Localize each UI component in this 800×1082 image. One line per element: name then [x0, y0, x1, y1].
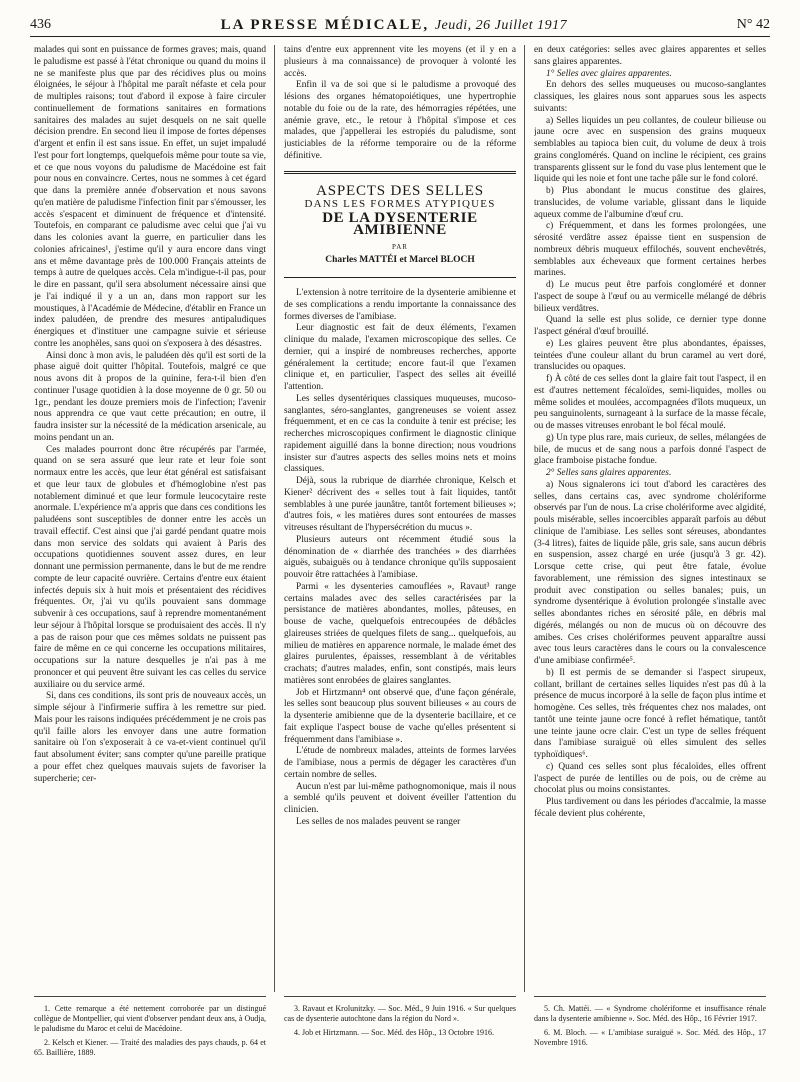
article-title-block — [284, 171, 516, 279]
paragraph: b) Il est permis de se demander si l'aspect sirupeux, collant, brillant de certaines selles liquides n'est pas dû à la présence de mucus incorporé à la selle de façon plus intime et homogène. Ces selles, très fréquentes chez nos malades, ont tantôt une teinte jaune ocre foncé à reflet hématique, tantôt une teinte jaune ocre clair. C'est un type de selles fréquent dans l'amibiase suraiguë où elles simulent des selles typhoïdiques⁶. — [534, 667, 766, 760]
paragraph: Quand la selle est plus solide, ce dernier type donne l'aspect général d'œuf brouillé. — [534, 315, 766, 337]
article-title-line-1: ASPECTS DES SELLES — [316, 182, 484, 199]
column-divider — [524, 45, 525, 992]
paragraph: c) Fréquemment, et dans les formes prolongées, une sérosité verdâtre assez épaisse tient en suspension de nombreux débris muqueux effilochés, souvent enchevêtrés, semblables aux écheveaux que forment certaines herbes marines. — [534, 221, 766, 279]
paragraph: b) Plus abondant le mucus constitue des glaires, translucides, de volume variable, glissant dans le liquide aqueux comme de l'albumine d'œuf cru. — [534, 186, 766, 220]
paragraph: en deux catégories: selles avec glaires apparentes et selles sans glaires apparentes. — [534, 45, 766, 67]
paragraph: Les selles de nos malades peuvent se ranger — [296, 816, 461, 827]
paragraph: Parmi « les dysenteries camouflées », Ravaut³ range certains malades avec des selles caractérisées par la persistance de matières abondantes, molles, pâteuses, en bouse de vache, quelquefois entrecoupées de débâcles glaireuses striées de quelques filets de sang... quelquefois, au milieu de matières en apparence normale, le malade émet des glaires purulentes, épaisses, ressemblant à de véritables crachats; d'autres malades, enfin, sont constipés, mais leurs matières sont enrobées de glaires sanglantes. — [284, 581, 516, 686]
footnote-rule — [284, 996, 516, 997]
footnote-rule — [34, 996, 266, 997]
paragraph: Si, dans ces conditions, ils sont pris de nouveaux accès, un simple séjour à l'infirmerie suffira à les remettre sur pied. Mais pour les raisons indiquées précédemment je ne crois pas qu'il faille alors les envoyer dans une autre formation sanitaire où l'on s'exposerait à ce va-et-vient continuel qu'il faut absolument éviter; sans compter qu'une pareille pratique a pour effet chez quelques mauvais sujets de favoriser la supercherie; cer- — [34, 691, 266, 784]
paragraph: Plusieurs auteurs ont récemment étudié sous la dénomination de « diarrhée des tranchées » des diarrhées aiguës, subaiguës ou à tendance chronique qu'ils supposaient pouvoir être rattachées à l'amibiase. — [284, 534, 516, 580]
paragraph: e) Les glaires peuvent être plus abondantes, épaisses, teintées d'une couleur allant du brun caramel au vert doré, translucides ou opaques. — [534, 338, 766, 373]
paragraph: Plus tardivement ou dans les périodes d'accalmie, la masse fécale devient plus cohérente, — [534, 797, 766, 819]
paragraph: Aucun n'est par lui-même pathognomonique, mais il nous a semblé qu'ils peuvent et doivent éveiller l'attention du clinicien. — [284, 781, 516, 815]
issue-date: Jeudi, 26 Juillet 1917 — [434, 17, 568, 33]
paragraph: Job et Hirtzmann⁴ ont observé que, d'une façon générale, les selles sont beaucoup plus souvent bilieuses « au cours de la dysenterie amibienne que de la dysenterie bacillaire, et ce fait explique l'aspect bouse de vache qu'elles présentent si fréquemment dans l'amibiase ». — [284, 687, 516, 745]
column-3 — [534, 45, 766, 992]
paragraph: Les selles dysentériques classiques muqueuses, mucoso-sanglantes, séro-sanglantes, gangreneuses se voient assez fréquemment, et en ce cas la conduite à tenir est précise; les recherches microscopiques confirment le diagnostic clinique rapidement aiguillé dans la bonne direction; nous voudrions insister sur d'autres aspects des selles moins nets et moins classiques. — [284, 393, 516, 475]
paragraph: d) Le mucus peut être parfois congloméré et donner l'aspect de soupe à l'œuf ou au vermicelle mélangé de débris bilieux verdâtres. — [534, 280, 766, 314]
footnote: 6. M. Bloch. — « L'amibiase suraiguë ». Soc. Méd. des Hôp., 17 Novembre 1916. — [534, 1028, 766, 1047]
column-divider — [274, 45, 275, 992]
footnotes-column-2 — [284, 1004, 516, 1042]
running-title — [221, 17, 568, 34]
paragraph: Enfin il va de soi que si le paludisme a provoqué des lésions des organes hématopoiétiques, une hypertrophie notable du foie ou de la rate, des hémorragies répétées, une anémie grave, etc., le retour à l'hôpital s'impose et ces malades, que j'appellerai les estropiés du paludisme, sont justiciables de la réforme temporaire ou de la réforme définitive. — [284, 80, 516, 161]
page-number: 436 — [30, 17, 51, 32]
page-header — [30, 14, 770, 37]
paragraph: malades qui sont en puissance de formes graves; mais, quand le paludisme est passé à l'état chronique ou quand du moins il ne se manifeste plus que par des récidives plus ou moins éloignées, le séjour à l'hôpital me paraît néfaste et cela pour de multiples raisons; tout d'abord il expose à faire circuler continuellement de formations sanitaires en formations sanitaires des malades au sujet desquels on ne sait quelle décision prendre. En second lieu il impose de fortes dépenses d'argent et enfin il est sans issue. En effet, un sujet impaludé l'est pour fort longtemps, quelquefois même pour toute sa vie, et ce que nous voyons du paludisme de Macédoine est fait pour nous en convaincre. Certes, nous ne sommes à cet égard que dans la première année d'observation et nous savons qu'en matière de paludisme l'infection finit par s'émousser, les accès s'espacent et diminuent de fréquence et d'intensité. Toutefois, en comparant ce paludisme avec celui que j'ai vu dans les colonies avant la guerre, en particulier dans les colonies africaines¹, j'estime qu'il y aura encore dans vingt ans et même davantage près de 100.000 Français atteints de temps à autre de quelques accès. Cela m'indigue-t-il pas, pour le dire en passant, qu'il sera absolument nécessaire ainsi que je l'ai indiqué il y a un an, dans mon rapport sur les moustiques, à l'Académie de Médecine, d'établir en France un index paludéen, de prendre des mesures antipaludiques énergiques et d'instituer une campagne suivie et sérieuse contre les anophèles, sans quoi on s'exposera à des désastres. — [34, 45, 266, 349]
footnote: 3. Ravaut et Krolunitzky. — Soc. Méd., 9 Juin 1916. « Sur quelques cas de dysenterie autochtone dans la région du Nord ». — [284, 1004, 516, 1023]
issue-number: N° 42 — [736, 17, 770, 32]
journal-name: LA PRESSE MÉDICALE, — [220, 16, 430, 33]
footnote: 1. Cette remarque a été nettement corroborée par un distingué collègue de Montpellier, qui vient d'observer pendant deux ans, à Oudja, le paludisme du Maroc et celui de Macédoine. — [34, 1004, 266, 1033]
footnote: 5. Ch. Mattéi. — « Syndrome cholériforme et insuffisance rénale dans la dysenterie amibienne ». Soc. Méd. des Hôp., 16 Février 1917. — [534, 1004, 766, 1023]
paragraph: c) Quand ces selles sont plus fécaloïdes, elles offrent l'aspect de purée de lentilles ou de pois, ou de crème au chocolat plus ou moins consistantes. — [534, 761, 766, 796]
paragraph: tains d'entre eux apprennent vite les moyens (et il y en a plusieurs à ma connaissance) de provoquer à volonté les accès. — [284, 45, 516, 79]
paragraph: En dehors des selles muqueuses ou mucoso-sanglantes classiques, les glaires nous sont apparues sous les aspects suivants: — [534, 80, 766, 114]
footnote-rule — [534, 996, 766, 997]
footnote: 4. Job et Hirtzmann. — Soc. Méd. des Hôp., 13 Octobre 1916. — [294, 1028, 494, 1037]
paragraph: L'étude de nombreux malades, atteints de formes larvées de l'amibiase, nous a permis de dégager les caractères d'un certain nombre de selles. — [284, 746, 516, 780]
footnotes-column-3 — [534, 1004, 766, 1052]
footnotes-column-1 — [34, 1004, 266, 1062]
column-2 — [284, 45, 516, 992]
footnote: 2. Kelsch et Kiener. — Traité des maladies des pays chauds, p. 64 et 65. Baillière, 1889. — [34, 1038, 266, 1057]
paragraph: Déjà, sous la rubrique de diarrhée chronique, Kelsch et Kiener² décrivent des « selles tout à fait liquides, tantôt semblables à une purée jaunâtre, tantôt fortement bilieuses »; d'autres fois, « les matières dures sont entourées de masses vitreuses résultant de l'hypersécrétion du mucus ». — [284, 476, 516, 533]
column-1 — [34, 45, 266, 992]
paragraph: f) À côté de ces selles dont la glaire fait tout l'aspect, il en est d'autres nettement fécaloïdes, semi-liquides, molles ou même solides et moulées, accompagnées d'îlots muqueux, un peu sanguinolents, surnageant à la surface de la masse fécale, ou de masses vitreuses enrobant le bol fécal moulé. — [534, 374, 766, 431]
paragraph: Leur diagnostic est fait de deux éléments, l'examen clinique du malade, l'examen microscopique des selles. Ce dernier, qui a inspiré de nombreuses recherches, apporte généralement la certitude; encore faut-il que l'examen clinique et, en particulier, l'aspect des selles ait éveillé l'attention. — [284, 323, 516, 392]
section-subheading: 2° Selles sans glaires apparentes. — [546, 468, 672, 478]
paragraph: g) Un type plus rare, mais curieux, de selles, mélangées de bile, de mucus et de sang nous a parfois donné l'aspect de glace framboise pistache fondue. — [534, 432, 766, 467]
by-label: PAR — [392, 242, 408, 251]
article-title-line-2: DANS LES FORMES ATYPIQUES — [304, 198, 496, 211]
paragraph: a) Selles liquides un peu collantes, de couleur bilieuse ou jaune ocre avec en suspension des grains muqueux semblables au tapioca bien cuit, du volume de deux à trois grains conglomérés. Quand on incline le récipient, ces grains transparents glissent sur le fond du vase plus lentement que le liquide qui les noie et font une tache pâle sur le fond coloré. — [534, 115, 766, 185]
paragraph: L'extension à notre territoire de la dysenterie amibienne et de ses complications a rendu importante la connaissance des formes diverses de l'amibiase. — [284, 288, 516, 322]
article-title-line-3: DE LA DYSENTERIE AMIBIENNE — [322, 210, 478, 238]
paragraph: Ainsi donc à mon avis, le paludéen dès qu'il est sorti de la phase aiguë doit quitter l'hôpital. Toutefois, malgré ce que nous avons dit à propos de la quinine, fera-t-il bien d'en continuer l'usage quotidien à la dose moyenne de 0 gr. 50 ou 1gr., pendant les douze premiers mois de l'infection; l'avenir nous apprendra ce que vaut cette précaution; en outre, il faudra insister sur la nécessité de la médication arsenicale, au moins pendant un an. — [34, 350, 266, 443]
section-subheading: 1° Selles avec glaires apparentes. — [546, 68, 672, 79]
paragraph: a) Nous signalerons ici tout d'abord les caractères des selles, dans certains cas, avec syndrome cholériforme observés par l'un de nous. La crise cholériforme avec algidité, pouls misérable, selles incoercibles apparaît parfois au début clinique de l'amibiase. Les selles sont séreuses, abondantes (3-4 litres), faites de liquide pâle, gris sale, sans aucun débris en suspension, assez chargé en urée (jusqu'à 3 gr. 42). Lorsque cette crise, qui peut être fatale, évolue favorablement, une rémission des signes intestinaux se produit avec constipation ou selles banales; puis, un syndrome dysentérique à évolution prolongée s'installe avec selles abondantes riches en sérosité pâle, en débris mal digérés, mélangés ou non de mucus où on découvre des amibes. Ces crises cholériformes peuvent apparaître aussi avec tous leurs caractères dans le cours ou la convalescence d'une amibiase confirmée⁵. — [534, 479, 766, 666]
paragraph: Ces malades pourront donc être récupérés par l'armée, quand on se sera assuré que leur rate et leur foie sont normaux entre les accès, que leur état général est satisfaisant et que leur taux de globules et d'hémoglobine n'est pas notablement diminué et que leur formule leucocytaire reste anormale. L'expérience m'a appris que dans ces conditions les paludéens sont susceptibles de donner entre les accès un travail effectif. C'est ainsi que j'ai gardé pendant quatre mois dans mon service des soldats qui avaient à Paris des occupations quotidiennes souvent assez dures, en leur donnant une permission permanente, dans le but de me rendre compte de leur capacité ouvrière. Certains d'entre eux étaient infectés depuis six à huit mois et présentaient des récidives fréquentes. Or, j'ai vu qu'ils pouvaient sans dommage subvenir à ces occupations, sauf à reprendre momentanément leur séjour à l'hôpital lorsque se produisaient des accès. Il n'y a pas de raison pour que ces mêmes soldats ne puissent pas faire de même en ce qui concerne les occupations militaires, occupations sur la nature desquelles je n'ai pas à me prononcer et qui peuvent être suivant les cas celles du service auxiliaire ou du service armé. — [34, 444, 266, 690]
article-authors: Charles MATTÉI et Marcel BLOCH — [325, 255, 475, 266]
